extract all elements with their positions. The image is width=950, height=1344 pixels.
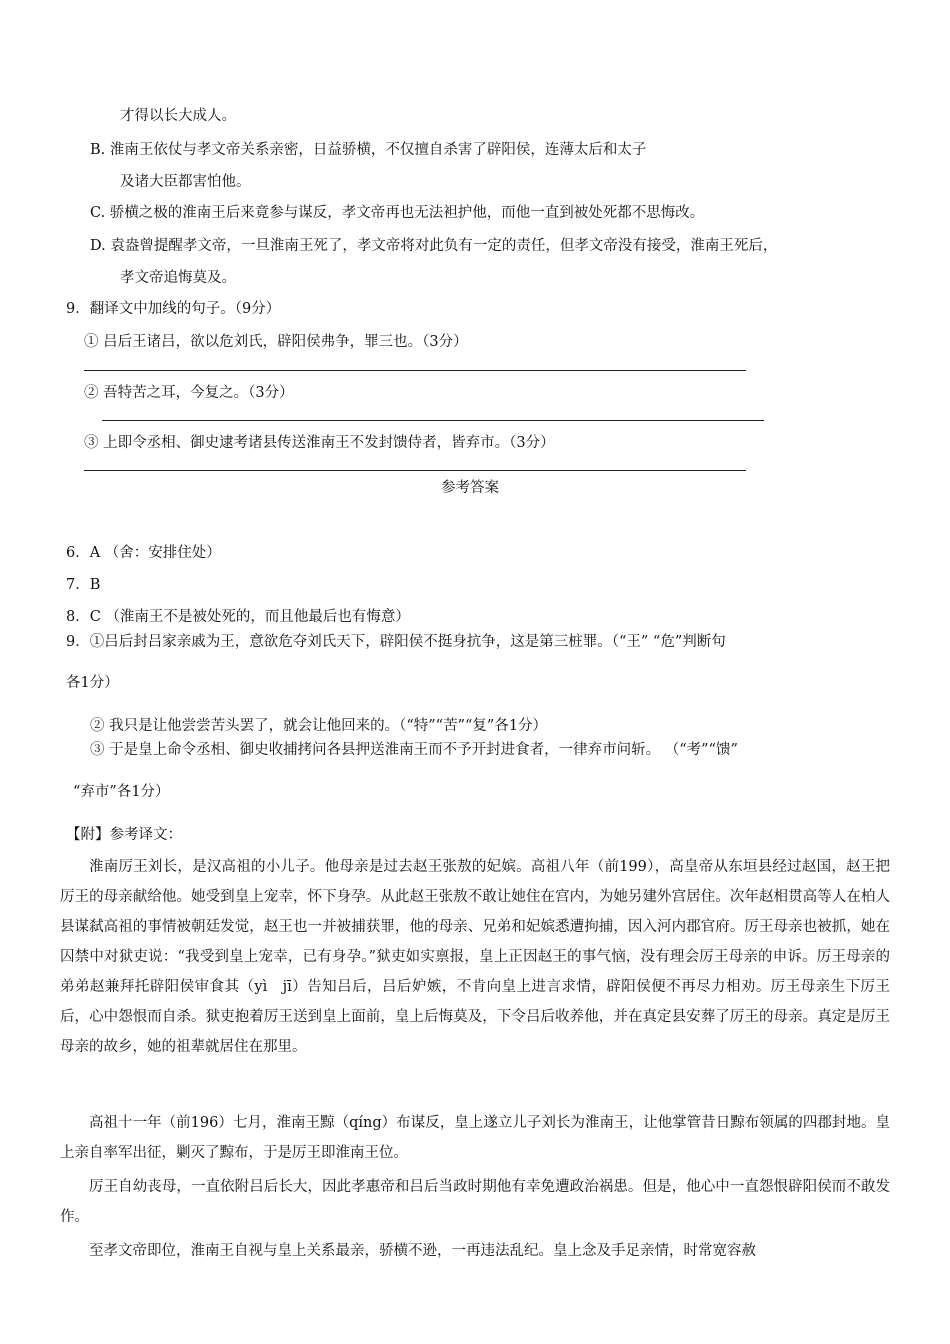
q8-option-a-tail: 才得以长大成人。 <box>120 108 236 124</box>
translation-paragraph-1: 淮南厉王刘长，是汉高祖的小儿子。他母亲是过去赵王张敖的妃嫔。高祖八年（前199），高皇帝从东垣县经过赵国，赵王把厉王的母亲献给他。她受到皇上宠幸，怀下身孕。从此赵王张敖不敢让她住在宫内，为她另建外宫居住。次年赵相贯高等人在柏人县谋弑高祖的事情被朝廷发觉，赵王也一并被捕获罪，他的母亲、兄弟和妃嫔悉遭拘捕，因入河内郡官府。厉王母亲也被抓，她在囚禁中对狱吏说：“我受到皇上宠幸，已有身孕。”狱吏如实禀报，皇上正因赵王的事气恼，没有理会厉王母亲的申诉。厉王母亲的弟弟赵兼拜托辟阳侯审食其（yì jī）告知吕后，吕后妒嫉，不肯向皇上进言求情，辟阳侯便不再尽力相劝。厉王母亲生下厉王后，心中怨恨而自杀。狱吏抱着厉王送到皇上面前，皇上后悔莫及，下令吕后收养他，并在真定县安葬了厉王的母亲。真定是厉王母亲的故乡，她的祖辈就居住在那里。 <box>60 859 890 1055</box>
answer-8: 8．C （淮南王不是被处死的，而且他最后也有悔意） <box>66 609 410 625</box>
answer-line-3 <box>84 470 746 471</box>
answer-9-3-line1: ③ 于是皇上命令丞相、御史收捕拷问各县押送淮南王而不予开封进食者，一律弃市问斩。 （“考”“馈” <box>90 742 738 758</box>
answer-line-1 <box>84 370 746 371</box>
q9-sentence-2: ② 吾特苦之耳，今复之。（3分） <box>84 385 294 401</box>
q9-title: 9．翻译文中加线的句子。（9分） <box>66 301 281 317</box>
q9-sentence-1: ① 吕后王诸吕，欲以危刘氏，辟阳侯弗争，罪三也。（3分） <box>84 334 468 350</box>
answer-7: 7．B <box>66 577 101 593</box>
translation-paragraph-2: 高祖十一年（前196）七月，淮南王黥（qíng）布谋反，皇上遂立儿子刘长为淮南王，让他掌管昔日黥布领属的四郡封地。皇上亲自率军出征，剿灭了黥布，于是厉王即淮南王位。 <box>60 1115 890 1161</box>
q8-option-b-line2: 及诸大臣都害怕他。 <box>120 174 251 190</box>
q8-option-d-line1: D. 袁盎曾提醒孝文帝，一旦淮南王死了，孝文帝将对此负有一定的责任，但孝文帝没有接受，淮南王死后， <box>90 238 778 254</box>
answers-heading: 参考答案 <box>441 480 499 496</box>
q9-sentence-3: ③ 上即令丞相、御史逮考诸县传送淮南王不发封馈侍者，皆弃市。（3分） <box>84 435 555 451</box>
answer-9-3-line2: “弃市”各1分） <box>73 784 170 800</box>
answer-line-2 <box>102 420 764 421</box>
appendix-label: 【附】参考译文： <box>66 827 182 843</box>
answer-9-2: ② 我只是让他尝尝苦头罢了，就会让他回来的。（“特”“苦”“复”各1分） <box>90 718 548 734</box>
translation-paragraph-3: 厉王自幼丧母，一直依附吕后长大，因此孝惠帝和吕后当政时期他有幸免遭政治祸患。但是，他心中一直怨恨辟阳侯而不敢发作。 <box>60 1179 890 1225</box>
answer-9-1-line2: 各1分） <box>66 675 119 691</box>
q8-option-b-line1: B. 淮南王依仗与孝文帝关系亲密，日益骄横，不仅擅自杀害了辟阳侯，连薄太后和太子 <box>90 142 647 158</box>
translation-paragraph-4: 至孝文帝即位，淮南王自视与皇上关系最亲，骄横不逊，一再违法乱纪。皇上念及手足亲情，时常宽容赦 <box>89 1243 756 1259</box>
q8-option-d-line2: 孝文帝追悔莫及。 <box>120 270 236 286</box>
answer-6: 6．A （舍：安排住处） <box>66 545 221 561</box>
answer-9-1-line1: 9．①吕后封吕家亲戚为王，意欲危夺刘氏天下，辟阳侯不挺身抗争，这是第三桩罪。（“王” “危”判断句 <box>66 634 726 650</box>
q8-option-c: C. 骄横之极的淮南王后来竟参与谋反，孝文帝再也无法袒护他，而他一直到被处死都不思悔改。 <box>90 205 705 221</box>
